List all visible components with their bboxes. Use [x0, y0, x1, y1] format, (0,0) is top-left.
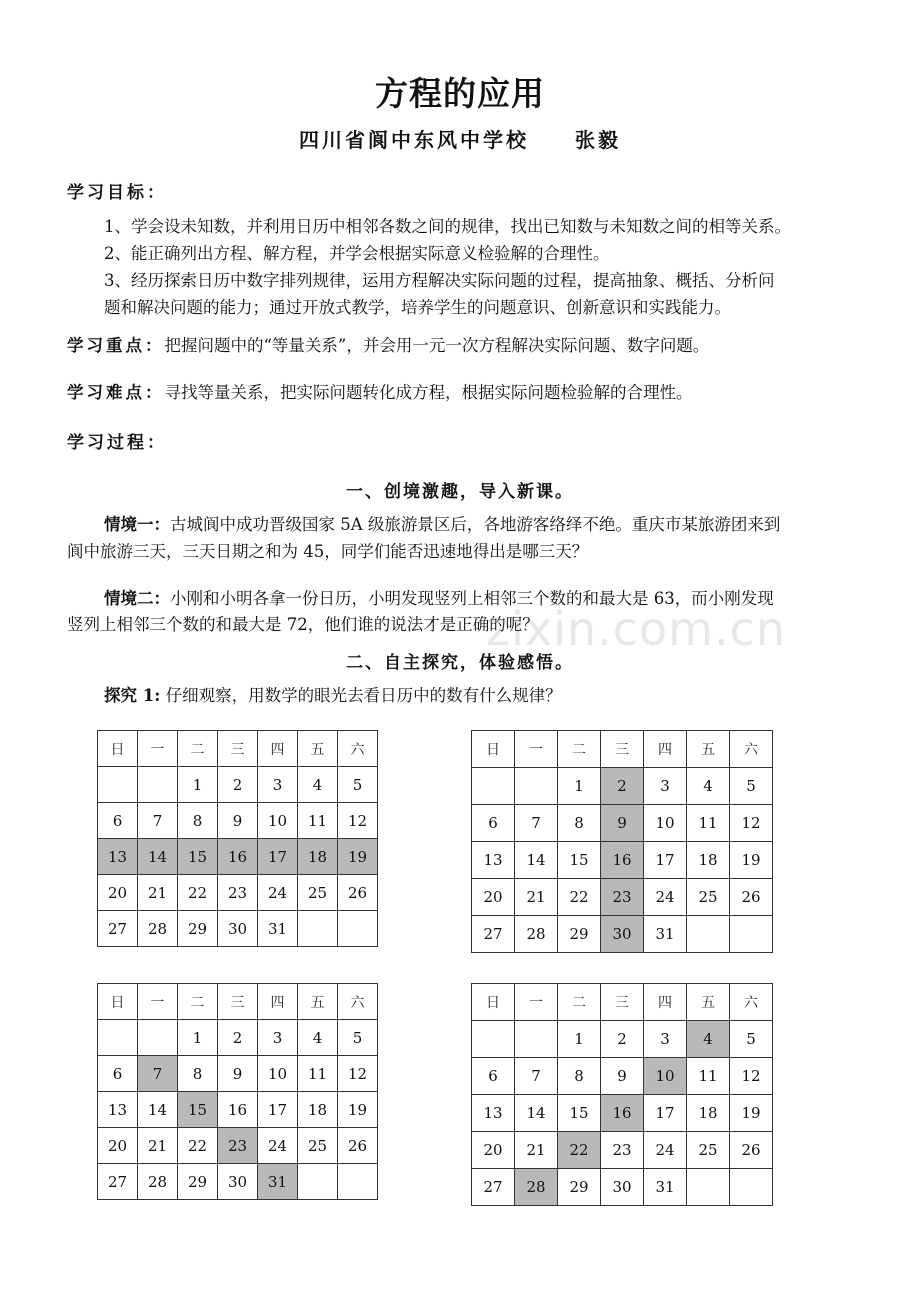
section-2-heading: 二、自主探究，体验感悟。	[346, 653, 574, 673]
calendar-day-cell: 31	[258, 911, 298, 947]
calendar-day-cell: 24	[644, 1132, 687, 1169]
calendar-week-row	[472, 768, 773, 805]
weekday-header: 五	[298, 731, 338, 767]
calendar-week-row	[98, 1128, 378, 1164]
calendar-day-cell: 5	[730, 1021, 773, 1058]
watermark: zixin.com.cn	[486, 602, 787, 656]
calendar-day-cell-highlighted: 4	[687, 1021, 730, 1058]
weekday-header: 六	[730, 984, 773, 1021]
calendar-day-cell: 19	[730, 842, 773, 879]
calendar-week-row	[472, 1169, 773, 1206]
calendar-day-cell: 11	[687, 805, 730, 842]
calendar-day-cell: 23	[601, 1132, 644, 1169]
calendar-day-cell-highlighted: 23	[218, 1128, 258, 1164]
scenario-1-line-2: 阆中旅游三天，三天日期之和为 45，同学们能否迅速地得出是哪三天？	[67, 542, 589, 561]
calendar-day-cell: 12	[730, 1058, 773, 1095]
calendar-day-cell-highlighted: 19	[338, 839, 378, 875]
explore-1-label: 探究 1:	[104, 686, 161, 705]
calendar-day-cell: 16	[218, 1092, 258, 1128]
calendar-day-cell-highlighted: 31	[258, 1164, 298, 1200]
calendar-day-cell: 22	[178, 1128, 218, 1164]
calendar-table-column-highlight	[471, 730, 773, 953]
weekday-header: 二	[178, 731, 218, 767]
calendar-day-cell: 26	[730, 1132, 773, 1169]
weekday-header: 三	[218, 731, 258, 767]
calendar-day-cell: 19	[730, 1095, 773, 1132]
calendar-day-cell: 17	[644, 1095, 687, 1132]
weekday-header: 五	[687, 731, 730, 768]
calendar-day-cell: 5	[730, 768, 773, 805]
calendar-day-cell-highlighted: 16	[601, 1095, 644, 1132]
calendar-day-cell: 15	[558, 842, 601, 879]
calendar-day-cell: 1	[558, 1021, 601, 1058]
calendar-day-cell: 28	[138, 911, 178, 947]
calendar-week-row	[98, 875, 378, 911]
calendar-empty-cell	[515, 768, 558, 805]
calendar-day-cell: 10	[644, 805, 687, 842]
weekday-header: 日	[472, 984, 515, 1021]
objective-item-1: 1、学会设未知数，并利用日历中相邻各数之间的规律，找出已知数与未知数之间的相等关系。	[104, 217, 791, 236]
calendar-day-cell: 11	[298, 1056, 338, 1092]
calendar-day-cell: 5	[338, 1020, 378, 1056]
calendar-day-cell: 27	[472, 1169, 515, 1206]
calendar-day-cell-highlighted: 15	[178, 839, 218, 875]
calendar-day-cell: 6	[98, 1056, 138, 1092]
calendar-week-row	[98, 1164, 378, 1200]
weekday-header: 三	[218, 984, 258, 1020]
calendar-day-cell: 18	[298, 1092, 338, 1128]
calendar-day-cell-highlighted: 18	[298, 839, 338, 875]
calendar-table-diagonal-right	[97, 983, 378, 1200]
calendar-day-cell: 13	[472, 842, 515, 879]
calendar-week-row	[472, 916, 773, 953]
calendar-day-cell: 25	[687, 879, 730, 916]
calendar-day-cell: 18	[687, 1095, 730, 1132]
calendar-day-cell: 2	[601, 1021, 644, 1058]
calendar-empty-cell	[298, 1164, 338, 1200]
calendar-day-cell-highlighted: 10	[644, 1058, 687, 1095]
difficulties-label: 学习难点：	[67, 383, 165, 402]
weekday-header: 三	[601, 731, 644, 768]
calendar-day-cell-highlighted: 22	[558, 1132, 601, 1169]
calendar-day-cell: 8	[178, 1056, 218, 1092]
calendar-day-cell: 6	[472, 805, 515, 842]
calendar-day-cell-highlighted: 15	[178, 1092, 218, 1128]
calendar-week-row	[472, 879, 773, 916]
calendar-day-cell: 17	[258, 1092, 298, 1128]
calendar-header-row	[98, 984, 378, 1020]
calendar-table-diagonal-left	[471, 983, 773, 1206]
scenario-1-label: 情境一：	[104, 515, 170, 534]
calendar-empty-cell	[338, 1164, 378, 1200]
calendar-day-cell: 15	[558, 1095, 601, 1132]
calendar-day-cell: 5	[338, 767, 378, 803]
calendar-empty-cell	[298, 911, 338, 947]
weekday-header: 日	[98, 731, 138, 767]
calendar-week-row	[472, 842, 773, 879]
weekday-header: 四	[644, 984, 687, 1021]
calendar-day-cell-highlighted: 13	[98, 839, 138, 875]
calendar-day-cell: 27	[472, 916, 515, 953]
author-line: 四川省阆中东风中学校 张毅	[299, 128, 621, 152]
weekday-header: 四	[258, 984, 298, 1020]
calendar-week-row	[98, 767, 378, 803]
calendar-day-cell: 25	[298, 1128, 338, 1164]
calendar-week-row	[98, 803, 378, 839]
calendar-day-cell: 25	[687, 1132, 730, 1169]
calendar-day-cell: 11	[298, 803, 338, 839]
calendar-day-cell-highlighted: 16	[601, 842, 644, 879]
calendar-empty-cell	[338, 911, 378, 947]
calendar-day-cell: 24	[258, 1128, 298, 1164]
calendar-day-cell: 9	[218, 803, 258, 839]
document-title: 方程的应用	[375, 74, 545, 113]
calendar-day-cell-highlighted: 14	[138, 839, 178, 875]
calendar-day-cell: 12	[730, 805, 773, 842]
calendar-day-cell: 27	[98, 1164, 138, 1200]
calendar-day-cell: 28	[138, 1164, 178, 1200]
calendar-day-cell: 8	[178, 803, 218, 839]
calendar-day-cell: 7	[515, 1058, 558, 1095]
calendar-day-cell: 6	[472, 1058, 515, 1095]
calendar-day-cell: 6	[98, 803, 138, 839]
calendar-day-cell-highlighted: 7	[138, 1056, 178, 1092]
objective-item-3-line-1: 3、经历探索日历中数字排列规律，运用方程解决实际问题的过程，提高抽象、概括、分析问	[104, 271, 775, 290]
calendar-day-cell: 3	[644, 768, 687, 805]
calendar-week-row	[98, 911, 378, 947]
calendar-day-cell: 20	[98, 875, 138, 911]
calendar-header-row	[98, 731, 378, 767]
calendar-day-cell: 10	[258, 803, 298, 839]
weekday-header: 六	[338, 984, 378, 1020]
calendar-day-cell: 8	[558, 805, 601, 842]
calendar-day-cell: 29	[558, 916, 601, 953]
calendar-day-cell: 12	[338, 1056, 378, 1092]
calendar-day-cell: 28	[515, 916, 558, 953]
calendar-day-cell: 18	[687, 842, 730, 879]
calendar-day-cell: 31	[644, 1169, 687, 1206]
calendar-day-cell: 13	[98, 1092, 138, 1128]
calendar-week-row	[98, 1092, 378, 1128]
calendar-day-cell: 29	[178, 911, 218, 947]
weekday-header: 一	[515, 731, 558, 768]
objectives-heading: 学习目标：	[67, 183, 167, 203]
calendar-day-cell: 31	[644, 916, 687, 953]
calendar-day-cell: 4	[687, 768, 730, 805]
objective-item-2: 2、能正确列出方程、解方程，并学会根据实际意义检验解的合理性。	[104, 244, 610, 263]
calendar-day-cell: 1	[178, 767, 218, 803]
calendar-empty-cell	[515, 1021, 558, 1058]
calendar-day-cell: 27	[98, 911, 138, 947]
weekday-header: 六	[338, 731, 378, 767]
calendar-day-cell: 13	[472, 1095, 515, 1132]
calendar-table-row-highlight	[97, 730, 378, 947]
calendar-day-cell: 4	[298, 1020, 338, 1056]
explore-1	[104, 682, 562, 706]
calendar-day-cell: 7	[138, 803, 178, 839]
calendar-day-cell: 4	[298, 767, 338, 803]
difficulties	[67, 379, 693, 403]
calendar-day-cell: 7	[515, 805, 558, 842]
weekday-header: 一	[515, 984, 558, 1021]
calendar-day-cell: 9	[601, 1058, 644, 1095]
scenario-2-label: 情境二：	[104, 589, 170, 608]
calendar-day-cell: 22	[178, 875, 218, 911]
calendar-day-cell: 21	[138, 875, 178, 911]
calendar-day-cell: 3	[258, 767, 298, 803]
calendar-day-cell: 24	[644, 879, 687, 916]
weekday-header: 二	[558, 731, 601, 768]
calendar-day-cell: 29	[558, 1169, 601, 1206]
calendar-week-row	[98, 1056, 378, 1092]
calendar-day-cell: 19	[338, 1092, 378, 1128]
weekday-header: 五	[298, 984, 338, 1020]
calendar-day-cell: 17	[644, 842, 687, 879]
weekday-header: 日	[472, 731, 515, 768]
calendar-day-cell: 26	[338, 875, 378, 911]
calendar-day-cell: 2	[218, 767, 258, 803]
key-points-text: 把握问题中的“等量关系”，并会用一元一次方程解决实际问题、数字问题。	[164, 336, 710, 355]
calendar-week-row	[98, 839, 378, 875]
calendar-day-cell: 30	[218, 911, 258, 947]
calendar-day-cell-highlighted: 17	[258, 839, 298, 875]
calendar-day-cell: 20	[472, 1132, 515, 1169]
calendar-day-cell: 12	[338, 803, 378, 839]
calendar-day-cell: 1	[178, 1020, 218, 1056]
difficulties-text: 寻找等量关系，把实际问题转化成方程，根据实际问题检验解的合理性。	[164, 383, 693, 402]
key-points	[67, 332, 709, 356]
weekday-header: 四	[644, 731, 687, 768]
calendar-day-cell: 14	[138, 1092, 178, 1128]
objective-item-3-line-2: 题和解决问题的能力；通过开放式教学，培养学生的问题意识、创新意识和实践能力。	[104, 298, 731, 317]
calendar-day-cell: 20	[472, 879, 515, 916]
weekday-header: 一	[138, 731, 178, 767]
calendar-day-cell: 29	[178, 1164, 218, 1200]
calendar-day-cell-highlighted: 28	[515, 1169, 558, 1206]
calendar-day-cell-highlighted: 2	[601, 768, 644, 805]
calendar-week-row	[472, 1132, 773, 1169]
calendar-day-cell: 30	[218, 1164, 258, 1200]
calendar-day-cell: 26	[730, 879, 773, 916]
calendar-day-cell: 20	[98, 1128, 138, 1164]
calendar-empty-cell	[98, 1020, 138, 1056]
weekday-header: 二	[178, 984, 218, 1020]
calendar-day-cell: 21	[138, 1128, 178, 1164]
calendar-week-row	[472, 805, 773, 842]
weekday-header: 一	[138, 984, 178, 1020]
calendar-day-cell-highlighted: 16	[218, 839, 258, 875]
calendar-empty-cell	[138, 767, 178, 803]
calendar-day-cell: 22	[558, 879, 601, 916]
section-1-heading: 一、创境激趣，导入新课。	[346, 482, 574, 502]
calendar-header-row	[472, 731, 773, 768]
calendar-week-row	[472, 1095, 773, 1132]
calendar-day-cell: 26	[338, 1128, 378, 1164]
calendar-day-cell: 3	[644, 1021, 687, 1058]
calendar-day-cell: 23	[218, 875, 258, 911]
calendar-empty-cell	[472, 768, 515, 805]
weekday-header: 日	[98, 984, 138, 1020]
calendar-day-cell-highlighted: 23	[601, 879, 644, 916]
calendar-day-cell-highlighted: 9	[601, 805, 644, 842]
calendar-day-cell: 21	[515, 1132, 558, 1169]
calendar-empty-cell	[472, 1021, 515, 1058]
key-points-label: 学习重点：	[67, 336, 165, 355]
weekday-header: 六	[730, 731, 773, 768]
calendar-day-cell: 10	[258, 1056, 298, 1092]
explore-1-text: 仔细观察，用数学的眼光去看日历中的数有什么规律？	[160, 686, 562, 705]
calendar-day-cell: 11	[687, 1058, 730, 1095]
calendar-empty-cell	[98, 767, 138, 803]
calendar-empty-cell	[730, 916, 773, 953]
calendar-day-cell: 3	[258, 1020, 298, 1056]
calendar-day-cell: 25	[298, 875, 338, 911]
calendar-empty-cell	[730, 1169, 773, 1206]
calendar-day-cell: 8	[558, 1058, 601, 1095]
calendar-day-cell: 21	[515, 879, 558, 916]
calendar-day-cell-highlighted: 30	[601, 916, 644, 953]
weekday-header: 三	[601, 984, 644, 1021]
scenario-2-text: 小刚和小明各拿一份日历，小明发现竖列上相邻三个数的和最大是 63，而小刚发现	[170, 589, 774, 608]
weekday-header: 二	[558, 984, 601, 1021]
calendar-empty-cell	[687, 916, 730, 953]
calendar-day-cell: 24	[258, 875, 298, 911]
scenario-1-line-1	[104, 511, 780, 535]
weekday-header: 五	[687, 984, 730, 1021]
calendar-empty-cell	[687, 1169, 730, 1206]
calendar-week-row	[472, 1058, 773, 1095]
weekday-header: 四	[258, 731, 298, 767]
scenario-1-text: 古城阆中成功晋级国家 5A 级旅游景区后，各地游客络绎不绝。重庆市某旅游团来到	[170, 515, 781, 534]
calendar-header-row	[472, 984, 773, 1021]
calendar-day-cell: 14	[515, 842, 558, 879]
calendar-day-cell: 9	[218, 1056, 258, 1092]
calendar-empty-cell	[138, 1020, 178, 1056]
calendar-day-cell: 2	[218, 1020, 258, 1056]
calendar-day-cell: 30	[601, 1169, 644, 1206]
scenario-2-line-2: 竖列上相邻三个数的和最大是 72，他们谁的说法才是正确的呢？	[67, 615, 539, 634]
calendar-week-row	[98, 1020, 378, 1056]
calendar-day-cell: 1	[558, 768, 601, 805]
calendar-day-cell: 14	[515, 1095, 558, 1132]
process-heading: 学习过程：	[67, 433, 167, 453]
calendar-week-row	[472, 1021, 773, 1058]
